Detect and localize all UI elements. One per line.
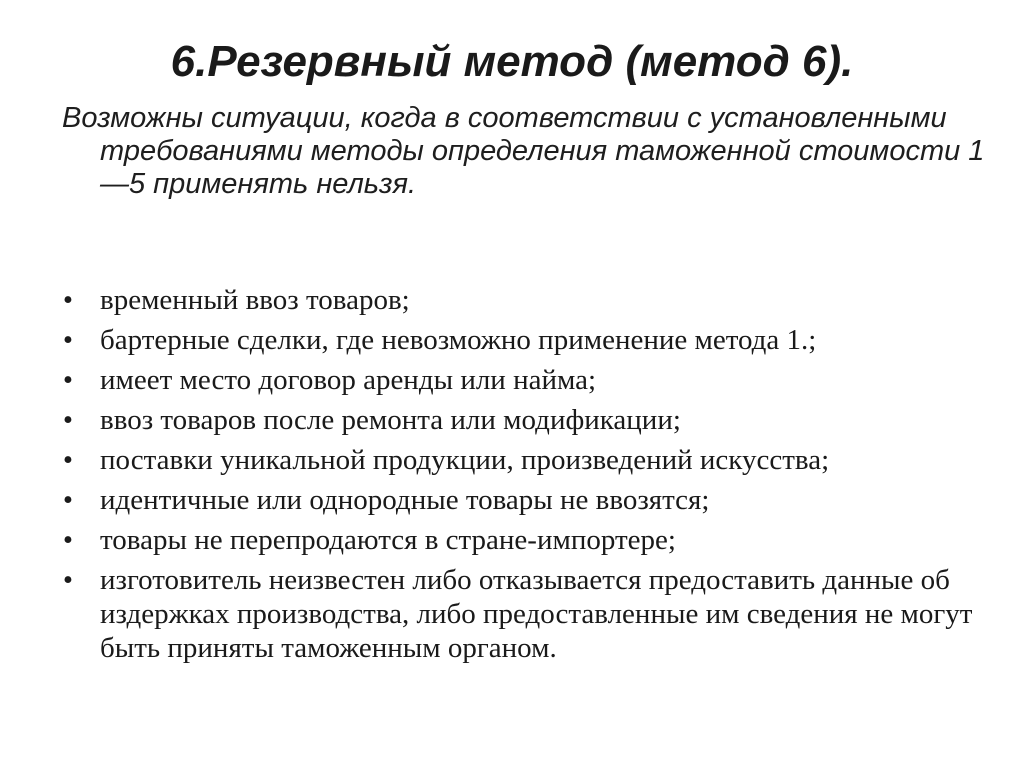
bullet-icon: • [62,404,74,436]
intro-paragraph: Возможны ситуации, когда в соответствии с установленными требованиями методы определения таможенной стоимости 1—5 применять нельзя. [62,102,985,200]
bullet-icon: • [62,324,74,356]
list-item [58,363,978,397]
list-item-text: изготовитель неизвестен либо отказывается предоставить данные об издержках производства, либо предоставленные им сведения не могут быть приняты таможенным органом. [100,564,973,664]
list-item [58,403,978,437]
bullet-list [58,283,978,671]
list-item-text: имеет место договор аренды или найма; [100,364,597,396]
bullet-icon: • [62,284,74,316]
bullet-icon: • [62,364,74,396]
list-item-text: товары не перепродаются в стране-импортере; [100,524,676,556]
list-item [58,563,978,665]
list-item-text: поставки уникальной продукции, произведений искусства; [100,444,830,476]
list-item [58,283,978,317]
slide-title: 6.Резервный метод (метод 6). [170,37,854,86]
list-item [58,523,978,557]
bullet-icon: • [62,444,74,476]
bullet-icon: • [62,484,74,516]
list-item-text: бартерные сделки, где невозможно применение метода 1.; [100,324,817,356]
list-item-text: ввоз товаров после ремонта или модификации; [100,404,681,436]
list-item [58,483,978,517]
list-item-text: временный ввоз товаров; [100,284,410,316]
list-item-text: идентичные или однородные товары не ввозятся; [100,484,710,516]
list-item [58,323,978,357]
list-item [58,443,978,477]
bullet-icon: • [62,524,74,556]
bullet-icon: • [62,564,74,596]
